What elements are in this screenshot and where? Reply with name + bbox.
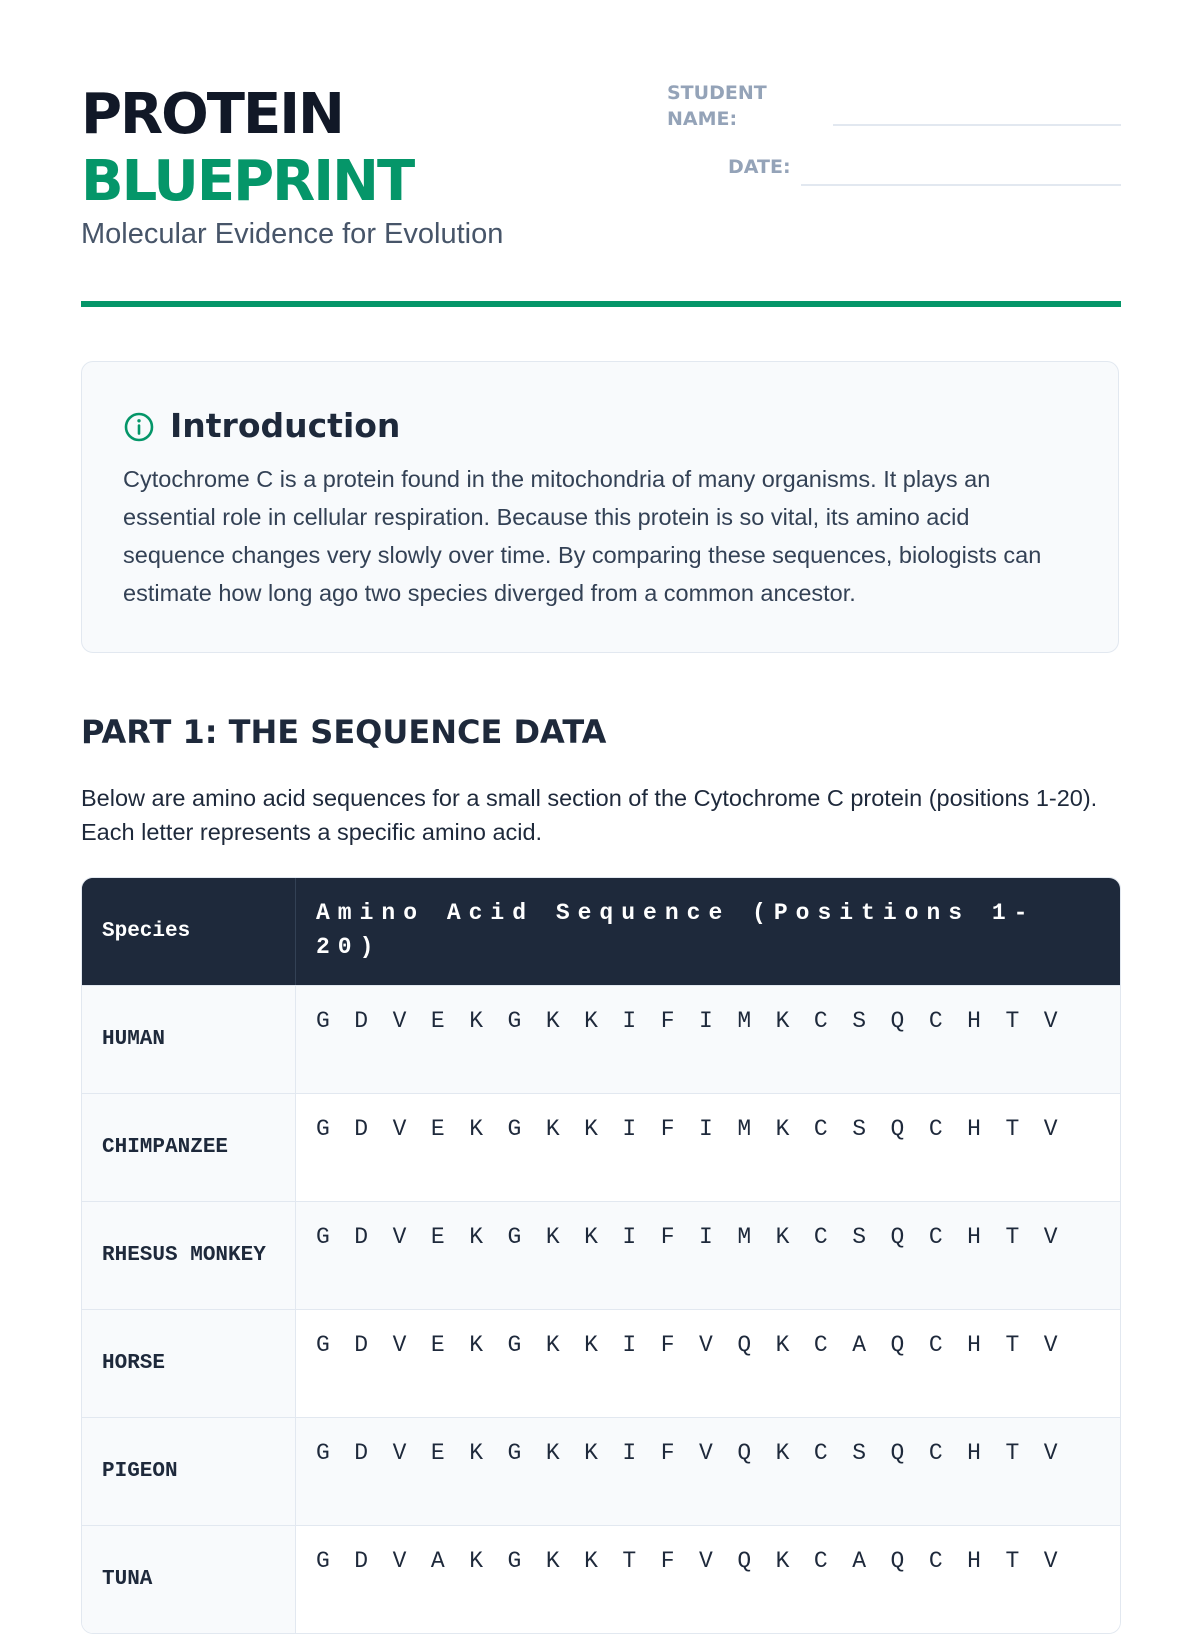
student-name-label: STUDENT NAME:	[667, 82, 767, 130]
student-name-field[interactable]	[833, 124, 1121, 126]
sequence-cell: GDVEKGKKIFVQKCSQCHTV	[316, 1440, 1083, 1466]
worksheet-header	[81, 0, 1121, 310]
table-row	[82, 1417, 1120, 1525]
species-cell: HUMAN	[82, 986, 296, 1093]
species-column-header: Species	[82, 878, 296, 985]
part-1-description: Below are amino acid sequences for a small section of the Cytochrome C protein (positions 1-20). Each letter represents a specific amino acid.	[81, 785, 1098, 845]
title-line-1: PROTEIN	[81, 82, 343, 147]
sequence-column-header: Amino Acid Sequence (Positions 1-20)	[316, 900, 1036, 960]
subtitle: Molecular Evidence for Evolution	[81, 218, 504, 250]
table-row	[82, 1093, 1120, 1201]
info-circle-icon	[123, 411, 155, 443]
species-cell: HORSE	[82, 1310, 296, 1417]
sequence-cell: GDVEKGKKIFIMKCSQCHTV	[316, 1116, 1083, 1142]
table-row	[82, 1201, 1120, 1309]
date-field[interactable]	[801, 184, 1121, 186]
title-line-2: BLUEPRINT	[81, 149, 414, 214]
sequence-cell: GDVEKGKKIFIMKCSQCHTV	[316, 1224, 1083, 1250]
introduction-text: Cytochrome C is a protein found in the mitochondria of many organisms. It plays an essential role in cellular respiration. Because this protein is so vital, its amino acid sequence changes very slowly over time. By comparing these sequences, biologists can estimate how long ago two species diverged from a common ancestor.	[123, 466, 1042, 606]
species-cell: PIGEON	[82, 1418, 296, 1525]
header-divider	[81, 301, 1121, 307]
sequence-cell: GDVEKGKKIFVQKCAQCHTV	[316, 1332, 1083, 1358]
table-row	[82, 1309, 1120, 1417]
species-cell: TUNA	[82, 1526, 296, 1633]
sequence-cell: GDVEKGKKIFIMKCSQCHTV	[316, 1008, 1083, 1034]
species-cell: RHESUS MONKEY	[82, 1202, 296, 1309]
part-1-title: PART 1: THE SEQUENCE DATA	[81, 713, 607, 751]
worksheet-page	[81, 0, 1121, 1591]
species-cell: CHIMPANZEE	[82, 1094, 296, 1201]
introduction-card	[81, 361, 1119, 653]
sequence-table	[81, 877, 1121, 1634]
sequence-cell: GDVAKGKKTFVQKCAQCHTV	[316, 1548, 1083, 1574]
introduction-title: Introduction	[170, 406, 401, 445]
date-label: DATE:	[728, 156, 791, 178]
table-row	[82, 985, 1120, 1093]
table-header-row	[82, 878, 1120, 985]
table-row	[82, 1525, 1120, 1633]
